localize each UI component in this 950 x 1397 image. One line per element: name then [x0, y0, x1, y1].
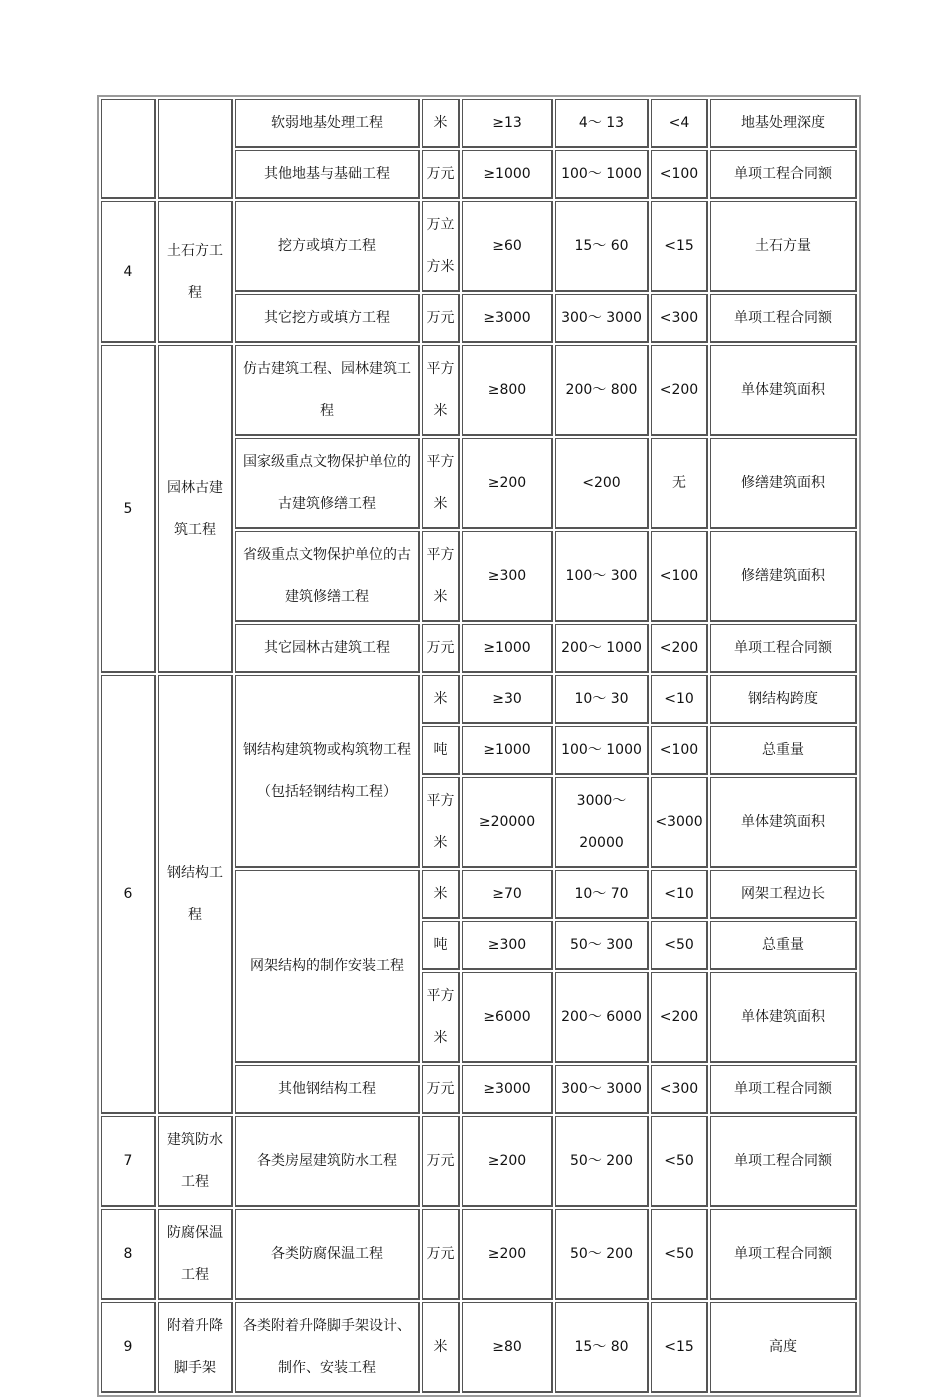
item-cell: 钢结构建筑物或构筑物工程（包括轻钢结构工程）	[235, 675, 420, 868]
item-cell: 软弱地基处理工程	[235, 99, 420, 148]
remark-cell: 修缮建筑面积	[710, 531, 857, 622]
remark-cell: 网架工程边长	[710, 870, 857, 919]
small-cell: <3000	[651, 777, 708, 868]
small-cell: <100	[651, 150, 708, 199]
large-cell: ≥70	[462, 870, 553, 919]
item-cell: 仿古建筑工程、园林建筑工程	[235, 345, 420, 436]
medium-cell: 10～ 70	[555, 870, 649, 919]
table-row	[101, 99, 857, 148]
small-cell: <50	[651, 1209, 708, 1300]
remark-cell: 单体建筑面积	[710, 972, 857, 1063]
medium-cell: 100～ 1000	[555, 726, 649, 775]
unit-cell: 米	[422, 1302, 460, 1393]
unit-cell: 万元	[422, 1116, 460, 1207]
qualification-table	[97, 95, 861, 1397]
medium-cell: 300～ 3000	[555, 1065, 649, 1114]
large-cell: ≥30	[462, 675, 553, 724]
category-cell: 园林古建筑工程	[158, 345, 233, 673]
category-cell: 建筑防水工程	[158, 1116, 233, 1207]
item-cell: 各类房屋建筑防水工程	[235, 1116, 420, 1207]
item-cell: 各类防腐保温工程	[235, 1209, 420, 1300]
row-number: 7	[101, 1116, 156, 1207]
item-cell: 国家级重点文物保护单位的古建筑修缮工程	[235, 438, 420, 529]
unit-cell: 米	[422, 870, 460, 919]
unit-cell: 平方米	[422, 531, 460, 622]
item-cell: 各类附着升降脚手架设计、制作、安装工程	[235, 1302, 420, 1393]
large-cell: ≥1000	[462, 726, 553, 775]
unit-cell: 平方米	[422, 972, 460, 1063]
unit-cell: 吨	[422, 726, 460, 775]
remark-cell: 地基处理深度	[710, 99, 857, 148]
unit-cell: 万元	[422, 624, 460, 673]
unit-cell: 米	[422, 675, 460, 724]
medium-cell: 200～ 800	[555, 345, 649, 436]
item-cell: 网架结构的制作安装工程	[235, 870, 420, 1063]
small-cell: <10	[651, 870, 708, 919]
unit-cell: 万元	[422, 150, 460, 199]
unit-cell: 平方米	[422, 345, 460, 436]
table-row	[101, 1302, 857, 1393]
table-row	[101, 1209, 857, 1300]
row-number: 5	[101, 345, 156, 673]
large-cell: ≥800	[462, 345, 553, 436]
remark-cell: 总重量	[710, 726, 857, 775]
large-cell: ≥60	[462, 201, 553, 292]
medium-cell: 10～ 30	[555, 675, 649, 724]
row-number: 6	[101, 675, 156, 1114]
unit-cell: 平方米	[422, 438, 460, 529]
medium-cell: 15～ 60	[555, 201, 649, 292]
large-cell: ≥1000	[462, 150, 553, 199]
large-cell: ≥300	[462, 531, 553, 622]
remark-cell: 钢结构跨度	[710, 675, 857, 724]
large-cell: ≥80	[462, 1302, 553, 1393]
row-number	[101, 99, 156, 199]
unit-cell: 万元	[422, 1209, 460, 1300]
category-cell	[158, 99, 233, 199]
medium-cell: 300～ 3000	[555, 294, 649, 343]
remark-cell: 土石方量	[710, 201, 857, 292]
small-cell: 无	[651, 438, 708, 529]
small-cell: <50	[651, 921, 708, 970]
unit-cell: 万元	[422, 1065, 460, 1114]
large-cell: ≥6000	[462, 972, 553, 1063]
item-cell: 其它园林古建筑工程	[235, 624, 420, 673]
small-cell: <4	[651, 99, 708, 148]
small-cell: <300	[651, 1065, 708, 1114]
medium-cell: 15～ 80	[555, 1302, 649, 1393]
remark-cell: 单项工程合同额	[710, 1116, 857, 1207]
unit-cell: 平方米	[422, 777, 460, 868]
row-number: 4	[101, 201, 156, 343]
medium-cell: 3000～ 20000	[555, 777, 649, 868]
remark-cell: 单体建筑面积	[710, 777, 857, 868]
small-cell: <300	[651, 294, 708, 343]
item-cell: 挖方或填方工程	[235, 201, 420, 292]
medium-cell: <200	[555, 438, 649, 529]
medium-cell: 50～ 300	[555, 921, 649, 970]
small-cell: <100	[651, 531, 708, 622]
large-cell: ≥13	[462, 99, 553, 148]
small-cell: <15	[651, 201, 708, 292]
item-cell: 省级重点文物保护单位的古建筑修缮工程	[235, 531, 420, 622]
large-cell: ≥3000	[462, 1065, 553, 1114]
small-cell: <100	[651, 726, 708, 775]
small-cell: <50	[651, 1116, 708, 1207]
remark-cell: 单项工程合同额	[710, 294, 857, 343]
table-row	[101, 201, 857, 292]
unit-cell: 吨	[422, 921, 460, 970]
small-cell: <10	[651, 675, 708, 724]
large-cell: ≥200	[462, 1116, 553, 1207]
medium-cell: 50～ 200	[555, 1209, 649, 1300]
remark-cell: 高度	[710, 1302, 857, 1393]
item-cell: 其他钢结构工程	[235, 1065, 420, 1114]
medium-cell: 100～ 300	[555, 531, 649, 622]
medium-cell: 200～ 6000	[555, 972, 649, 1063]
large-cell: ≥1000	[462, 624, 553, 673]
table-row	[101, 345, 857, 436]
row-number: 9	[101, 1302, 156, 1393]
small-cell: <200	[651, 624, 708, 673]
small-cell: <15	[651, 1302, 708, 1393]
unit-cell: 万立方米	[422, 201, 460, 292]
large-cell: ≥300	[462, 921, 553, 970]
small-cell: <200	[651, 972, 708, 1063]
medium-cell: 4～ 13	[555, 99, 649, 148]
medium-cell: 50～ 200	[555, 1116, 649, 1207]
table-row	[101, 675, 857, 724]
large-cell: ≥200	[462, 1209, 553, 1300]
large-cell: ≥20000	[462, 777, 553, 868]
remark-cell: 单项工程合同额	[710, 150, 857, 199]
large-cell: ≥200	[462, 438, 553, 529]
category-cell: 土石方工程	[158, 201, 233, 343]
remark-cell: 单项工程合同额	[710, 1065, 857, 1114]
category-cell: 钢结构工程	[158, 675, 233, 1114]
remark-cell: 修缮建筑面积	[710, 438, 857, 529]
remark-cell: 总重量	[710, 921, 857, 970]
category-cell: 附着升降脚手架	[158, 1302, 233, 1393]
medium-cell: 100～ 1000	[555, 150, 649, 199]
remark-cell: 单体建筑面积	[710, 345, 857, 436]
large-cell: ≥3000	[462, 294, 553, 343]
medium-cell: 200～ 1000	[555, 624, 649, 673]
row-number: 8	[101, 1209, 156, 1300]
unit-cell: 米	[422, 99, 460, 148]
item-cell: 其他地基与基础工程	[235, 150, 420, 199]
small-cell: <200	[651, 345, 708, 436]
remark-cell: 单项工程合同额	[710, 624, 857, 673]
table-row	[101, 1116, 857, 1207]
remark-cell: 单项工程合同额	[710, 1209, 857, 1300]
item-cell: 其它挖方或填方工程	[235, 294, 420, 343]
unit-cell: 万元	[422, 294, 460, 343]
category-cell: 防腐保温工程	[158, 1209, 233, 1300]
